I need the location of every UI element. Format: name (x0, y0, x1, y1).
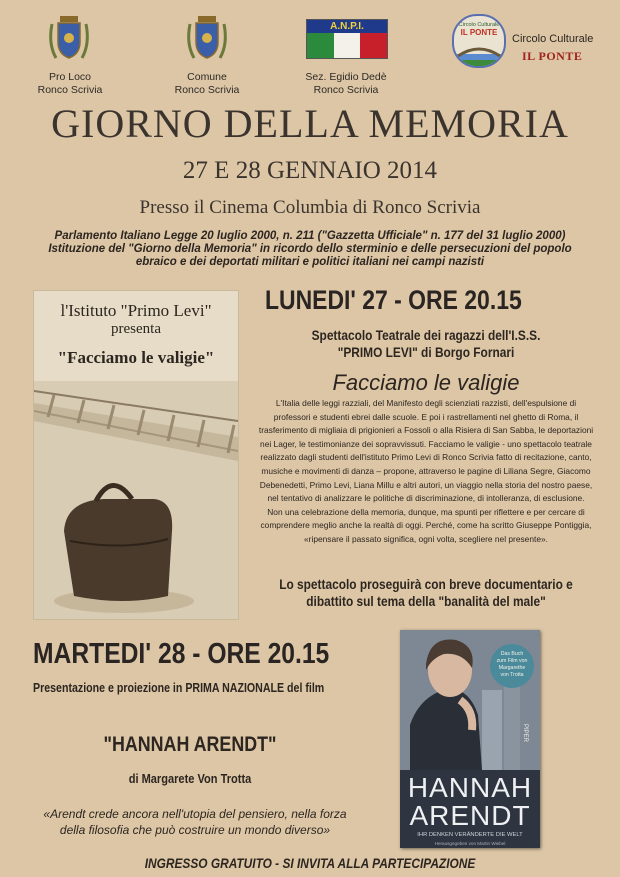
tuesday-heading: MARTEDI' 28 - ORE 20.15 (33, 638, 330, 670)
book-editor: Herausgegeben von Martin Wiebel (434, 841, 506, 846)
pro-loco-crest-icon (46, 14, 92, 64)
poster-line2: presenta (111, 321, 161, 337)
venue: Presso il Cinema Columbia di Ronco Scrivia (139, 197, 481, 218)
il-ponte-badge-name: IL PONTE (460, 28, 498, 37)
film-quote (20, 806, 370, 838)
book-subtitle: IHR DENKEN VERÄNDERTE DIE WELT (417, 832, 523, 838)
event-dates: 27 E 28 GENNAIO 2014 (182, 157, 438, 184)
desc-line: L'Italia delle leggi razziali, del Manifesto degli scienziati razzisti, dell'espulsione di (275, 398, 577, 408)
book-title1: HANNAH (407, 772, 533, 803)
sticker-line: Margarethe (498, 665, 526, 671)
comune-label (167, 71, 247, 97)
hannah-arendt-book-cover (400, 630, 540, 848)
anpi-line1: Sez. Egidio Dedè (305, 71, 387, 83)
monday-closing2: dibattito sul tema della "banalità del male" (306, 593, 546, 609)
pro-loco-line2: Ronco Scrivia (37, 84, 103, 96)
film-title: "HANNAH ARENDT" (103, 733, 277, 756)
anpi-logo (306, 19, 388, 59)
law-text (30, 230, 590, 269)
il-ponte-badge (452, 14, 506, 68)
desc-line: professori e studenti ebrei dalle scuole. E poi i rastrellamenti nel ghetto di Roma, il (273, 411, 579, 422)
poster-line3: "Facciamo le valigie" (57, 348, 215, 367)
desc-line: musiche e movimenti di danza – propone, attraverso le pagine di Liliana Segre, Giacomo (261, 465, 591, 476)
monday-sub2: "PRIMO LEVI" di Borgo Fornari (337, 344, 515, 360)
show-title: Facciamo le valigie (332, 370, 520, 395)
comune-line1: Comune (187, 71, 227, 83)
anpi-label (296, 71, 396, 97)
railway-suitcase-illustration (34, 381, 238, 619)
quote-line2: della filosofia che può costruire un mondo diverso» (59, 823, 331, 837)
monday-heading: LUNEDI' 27 - ORE 20.15 (265, 285, 522, 315)
desc-line: comprendere meglio anche la realtà di oggi. Perché, come ha scritto Giuseppe Pontiggia, (260, 520, 592, 531)
anpi-line2: Ronco Scrivia (313, 84, 379, 96)
circolo-label: Circolo Culturale (512, 33, 594, 45)
sticker-line: von Trotta (500, 672, 524, 678)
law-line3: ebraico e dei deportati militari e politici italiani nei campi nazisti (135, 256, 485, 268)
sticker-line: Das Buch (500, 651, 524, 657)
law-line2: Istituzione del "Giorno della Memoria" in ricordo dello sterminio e delle persecuzioni del popolo (48, 243, 572, 255)
monday-sub1: Spettacolo Teatrale dei ragazzi dell'I.S.S. (311, 327, 541, 343)
comune-line2: Ronco Scrivia (174, 84, 240, 96)
book-title2: ARENDT (409, 800, 531, 831)
monday-closing1: Lo spettacolo proseguirà con breve documentario e (279, 576, 573, 592)
il-ponte-badge-small: Circolo Culturale (458, 22, 500, 28)
desc-line: nei Lager, le testimonianze dei sopravvissuti. Facciamo le valigie - uno spettacolo teatrale (260, 438, 592, 449)
pro-loco-label (30, 71, 110, 97)
bridge-icon (454, 44, 504, 66)
desc-line: «ripensare il passato significa, ogni volta, scegliere nel presente». (304, 533, 548, 544)
monday-description (252, 397, 600, 547)
footer: INGRESSO GRATUITO - SI INVITA ALLA PARTECIPAZIONE (144, 855, 476, 871)
desc-line: trasferimento di migliaia di prigionieri a Fossoli o alla Risiera di San Sabba, le deportazioni (258, 425, 594, 436)
facciamo-le-valigie-poster (33, 290, 239, 620)
desc-line: Non una celebrazione della memoria, dunque, ma spunti per riflettere e per cercare di (267, 506, 585, 517)
anpi-badge: A.N.P.I. (307, 20, 387, 33)
desc-line: Debenedetti, Primo Levi, Liana Millu e altri autori, un viaggio nella storia del nostro paese, (259, 479, 593, 490)
film-director: di Margarete Von Trotta (128, 771, 252, 786)
book-publisher: PIPER (522, 724, 528, 743)
law-line1: Parlamento Italiano Legge 20 luglio 2000, n. 211 ("Gazzetta Ufficiale" n. 177 del 31 luglio 2000) (54, 230, 566, 242)
book-sticker (490, 644, 534, 688)
poster-line1: l'Istituto "Primo Levi" (60, 301, 212, 320)
sticker-line: zum Film von (496, 658, 528, 664)
desc-line: realizzato dagli studenti dell'istituto Primo Levi di Ronco Scrivia fatto di recitazione, canto, (260, 452, 592, 463)
desc-line: nel tentativo di analizzare le politiche di discriminazione, di intolleranza, di esclusione. (267, 493, 585, 504)
circolo-name: IL PONTE (522, 49, 583, 63)
tuesday-sub: Presentazione e proiezione in PRIMA NAZIONALE del film (33, 681, 325, 695)
page-title: GIORNO DELLA MEMORIA (51, 101, 569, 146)
quote-line1: «Arendt crede ancora nell'utopia del pensiero, nella forza (43, 807, 347, 821)
comune-crest-icon (184, 14, 230, 64)
pro-loco-line1: Pro Loco (48, 71, 92, 83)
